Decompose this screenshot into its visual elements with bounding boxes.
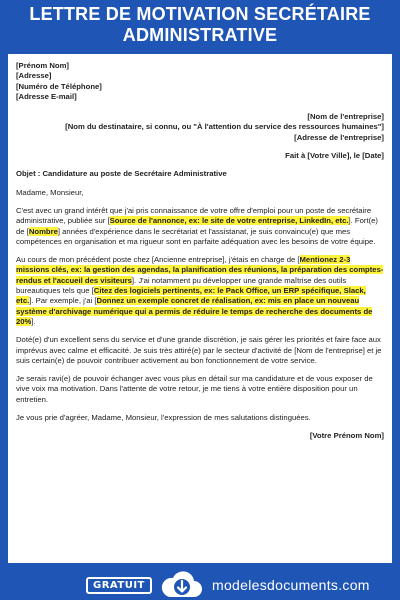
free-badge: GRATUIT [86,577,152,594]
text-run: ]. [31,316,36,326]
highlight-placeholder: Mentionez 2-3 missions clés, ex: la gestion des agendas, la planification des réunions, la préparation des comptes-rendus et l'accueil des visiteurs [16,255,384,285]
subject-line: Objet : Candidature au poste de Secrétaire Administrative [16,169,227,179]
sender-line: [Adresse E-mail] [16,91,77,101]
text-run: ]. Fort(e) de [ [16,216,378,236]
text-run: ]. Par exemple, j'ai [ [29,296,97,306]
title-line-2: ADMINISTRATIVE [122,25,278,45]
sender-line: [Adresse] [16,71,52,81]
letter-document [8,54,392,563]
sender-line: [Prénom Nom] [16,61,69,70]
paragraph-qualities: Doté(e) d'un excellent sens du service et d'une grande discrétion, je sais gérer les priorités et faire face aux imprévus avec calme et efficacité. Je suis très attiré(e) par le secteur d'activité de [Nom de l'entreprise] et je suis certain(e) de pouvoir contribuer activement au bon fonctionnement de votre service. [16,335,382,365]
page-title [0,4,400,46]
site-link[interactable]: modelesdocuments.com [212,577,370,593]
recipient-line: [Nom de l'entreprise] [307,112,384,122]
text-run: ]. J'ai notamment pu développer une grande maîtrise des outils bureautiques tels que [ [16,275,347,296]
highlight-placeholder: Nombre [28,226,58,236]
highlight-placeholder: Donnez un exemple concret de réalisation, ex: mis en place un nouveau système d'archivage numérique qui a permis de réduire le temps de recherche des documents de 20% [16,296,373,326]
recipient-line: [Adresse de l'entreprise] [294,132,384,142]
footer-bar [0,570,400,600]
title-line-1: LETTRE DE MOTIVATION SECRÉTAIRE [29,4,371,24]
text-run: Au cours de mon précédent poste chez [Ancienne entreprise], j'étais en charge de [ [16,255,300,265]
date-line: Fait à [Votre Ville], le [Date] [285,151,384,161]
sender-block [16,61,384,102]
paragraph-intro [16,206,384,247]
highlight-placeholder: Citez des logiciels pertinents, ex: le Pack Office, un ERP spécifique, Slack, etc. [16,286,366,306]
paragraph-experience [16,255,384,327]
text-run: ] années d'expérience dans le secrétariat et l'assistanat, je suis convaincu(e) que mes compétences en organisation et ma rigueur sont en parfaite adéquation avec les besoins de votre équipe. [16,226,376,246]
text-run: C'est avec un grand intérêt que j'ai pris connaissance de votre offre d'emploi pour un poste de secrétaire administrative, publiée sur [ [16,205,372,226]
recipient-line: [Nom du destinataire, si connu, ou "À l'attention du service des ressources humaines"] [65,122,384,132]
signature: [Votre Prénom Nom] [309,431,384,441]
recipient-block [16,112,384,143]
paragraph-politeness: Je vous prie d'agréer, Madame, Monsieur, l'expression de mes salutations distinguées. [16,413,311,423]
cloud-download-icon[interactable] [160,571,204,599]
salutation: Madame, Monsieur, [16,187,84,197]
highlight-placeholder: Source de l'annonce, ex: le site de votre entreprise, LinkedIn, etc. [109,216,349,226]
sender-line: [Numéro de Téléphone] [16,81,102,91]
paragraph-closing: Je serais ravi(e) de pouvoir échanger avec vous plus en détail sur ma candidature et de vous exposer de vive voix ma motivation. Dans l'attente de votre retour, je me tiens à votre entière disposition pour un entretien. [16,374,373,404]
